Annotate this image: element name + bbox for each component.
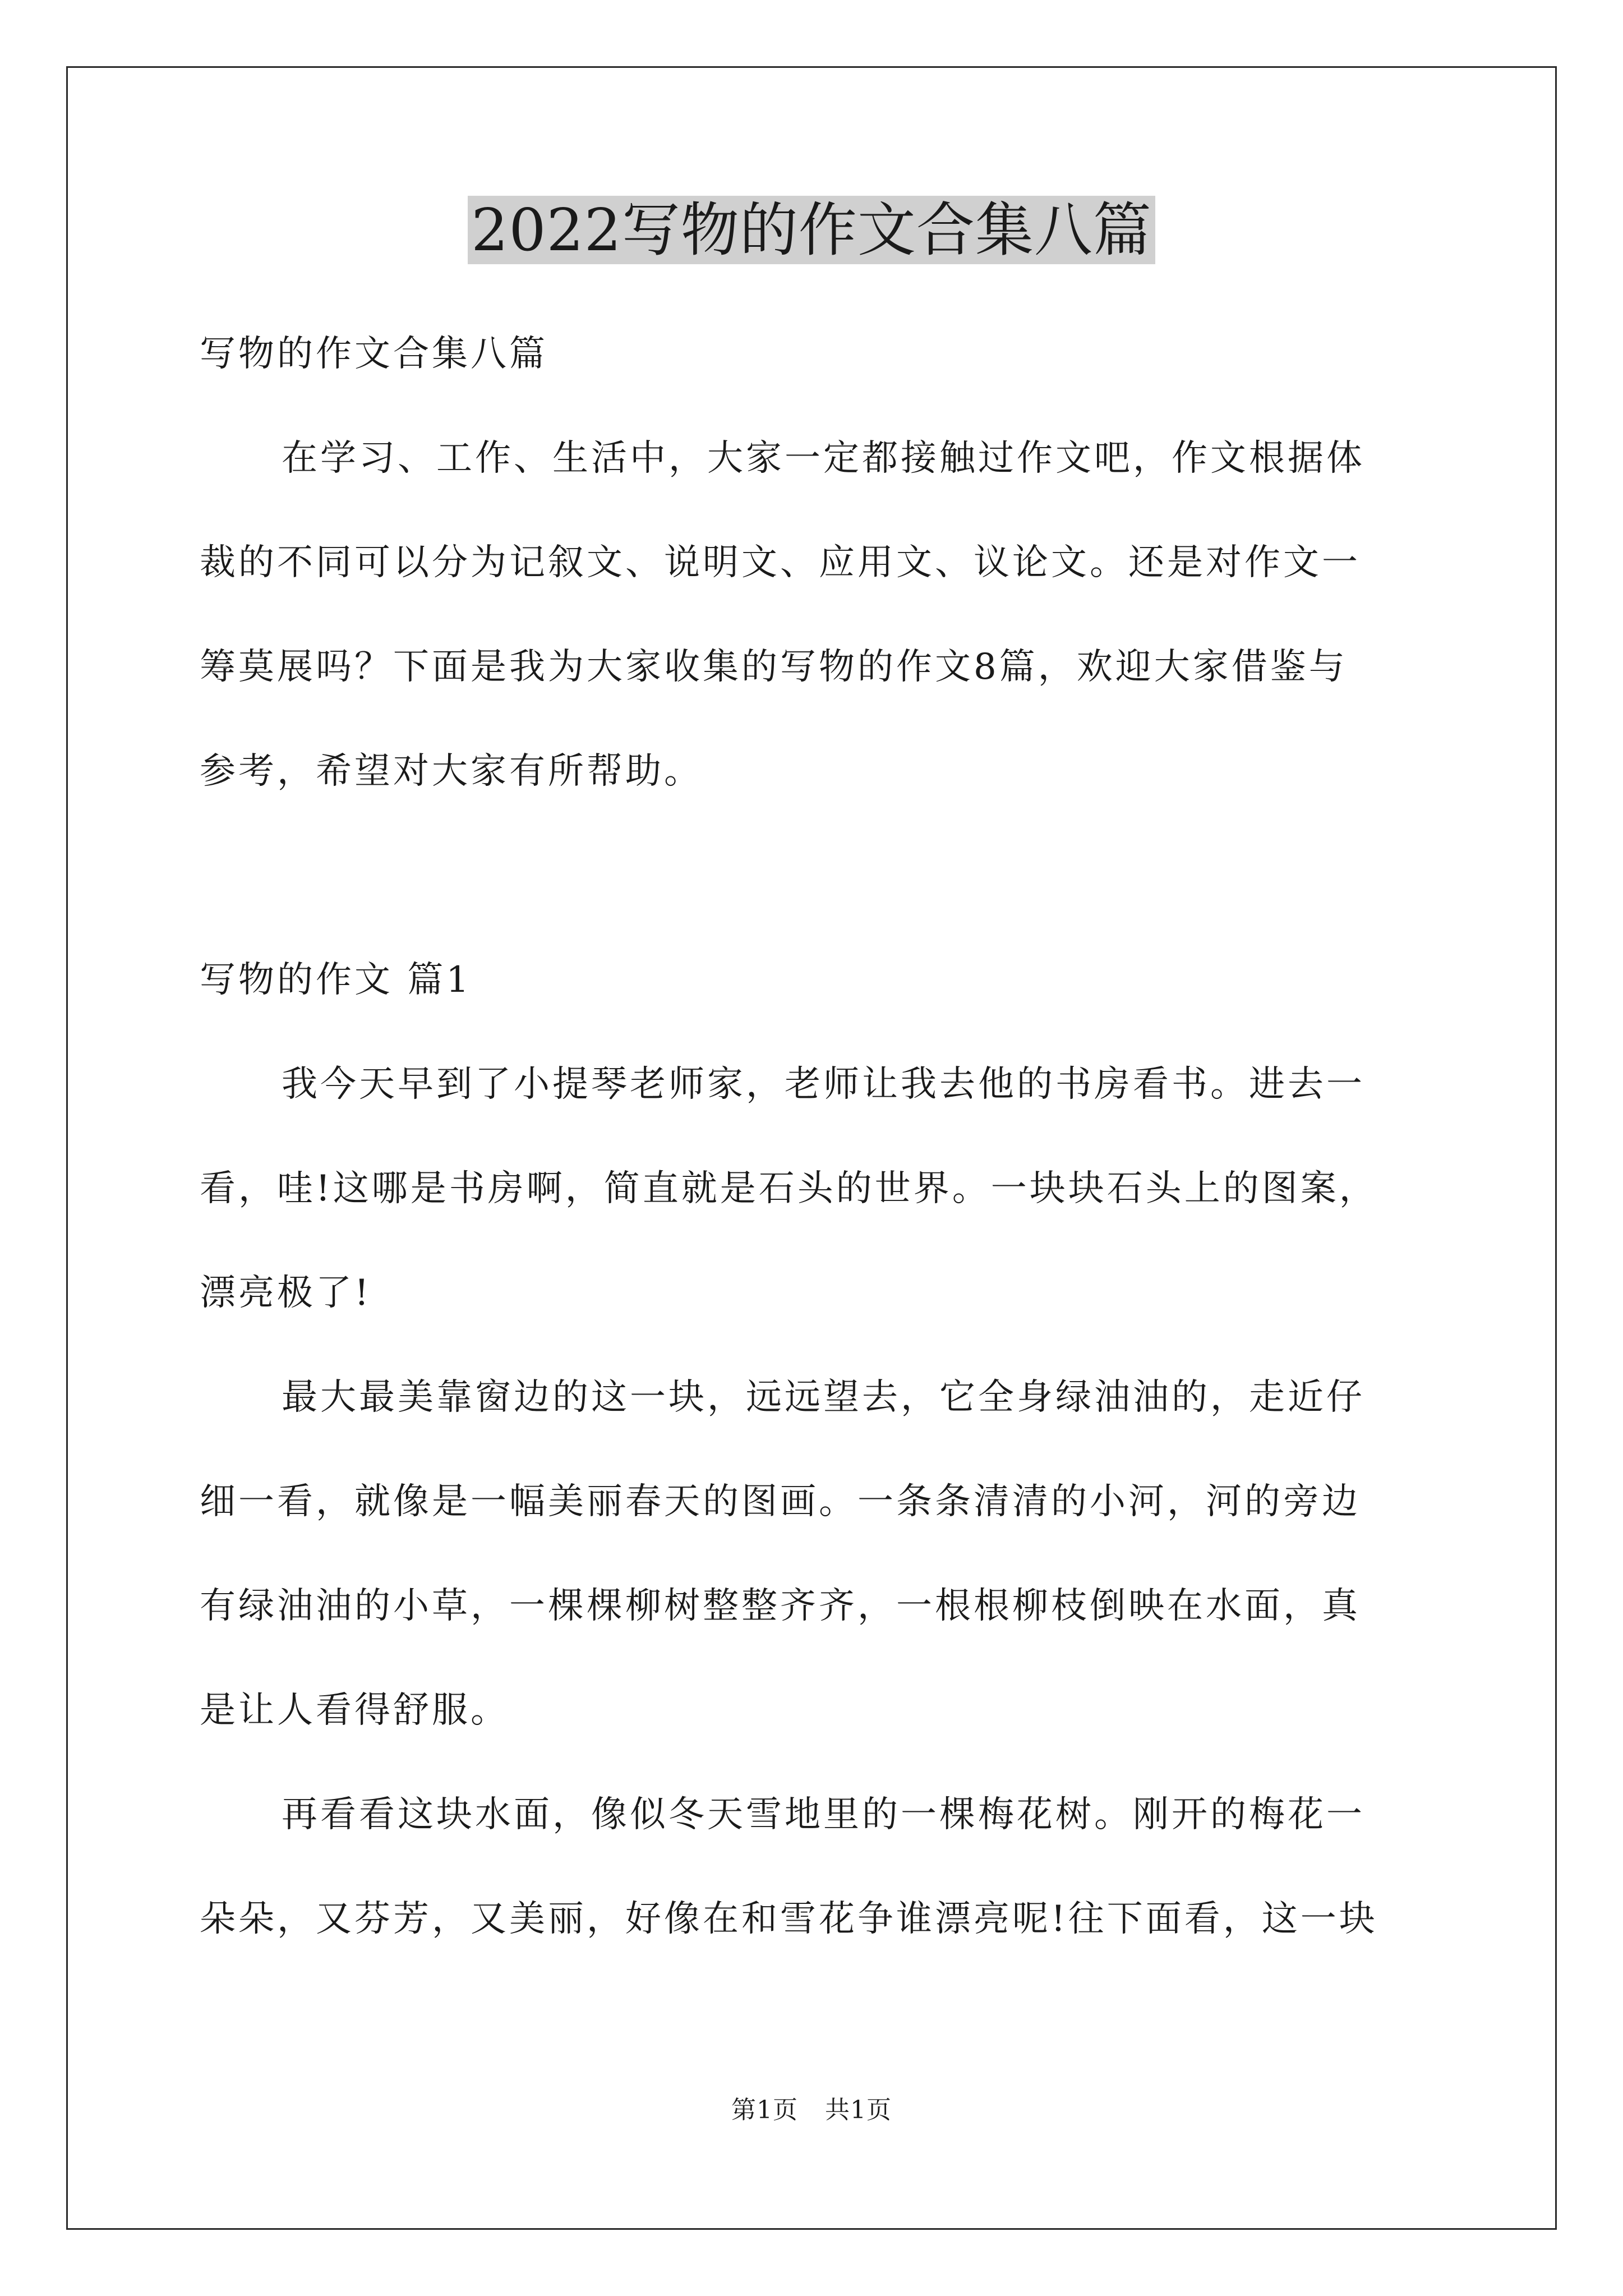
intro-line: 裁的不同可以分为记叙文、说明文、应用文、议论文。还是对作文一 [200, 542, 1361, 583]
intro-line: 在学习、工作、生活中，大家一定都接触过作文吧，作文根据体 [282, 438, 1365, 479]
document-body [200, 302, 1439, 1971]
paragraph-line: 细一看，就像是一幅美丽春天的图画。一条条清清的小河，河的旁边 [200, 1481, 1361, 1522]
page-footer [0, 2093, 1623, 2127]
paragraph-line: 朵朵，又芬芳，又美丽，好像在和雪花争谁漂亮呢!往下面看，这一块 [200, 1898, 1378, 1940]
paragraph-line: 是让人看得舒服。 [200, 1690, 509, 1731]
paragraph-line: 看，哇!这哪是书房啊，简直就是石头的世界。一块块石头上的图案， [200, 1168, 1378, 1209]
paragraph-line: 我今天早到了小提琴老师家，老师让我去他的书房看书。进去一 [282, 1064, 1365, 1105]
paragraph-line: 有绿油油的小草，一棵棵柳树整整齐齐，一根根柳枝倒映在水面，真 [200, 1585, 1361, 1627]
paragraph-line: 再看看这块水面，像似冬天雪地里的一棵梅花树。刚开的梅花一 [282, 1794, 1365, 1835]
subtitle: 写物的作文合集八篇 [200, 333, 548, 375]
paragraph-line: 漂亮极了! [200, 1272, 372, 1314]
page-number: 第1页 [731, 2096, 798, 2124]
page-total: 共1页 [825, 2096, 892, 2124]
document-title-text: 2022写物的作文合集八篇 [468, 196, 1155, 264]
document-title [0, 191, 1623, 269]
intro-line: 参考，希望对大家有所帮助。 [200, 751, 703, 792]
paragraph-line: 最大最美靠窗边的这一块，远远望去，它全身绿油油的，走近仔 [282, 1377, 1365, 1418]
section-gap [200, 823, 1439, 928]
section-heading: 写物的作文 篇1 [200, 959, 472, 1001]
intro-line: 筹莫展吗？下面是我为大家收集的写物的作文8篇，欢迎大家借鉴与 [200, 646, 1348, 688]
